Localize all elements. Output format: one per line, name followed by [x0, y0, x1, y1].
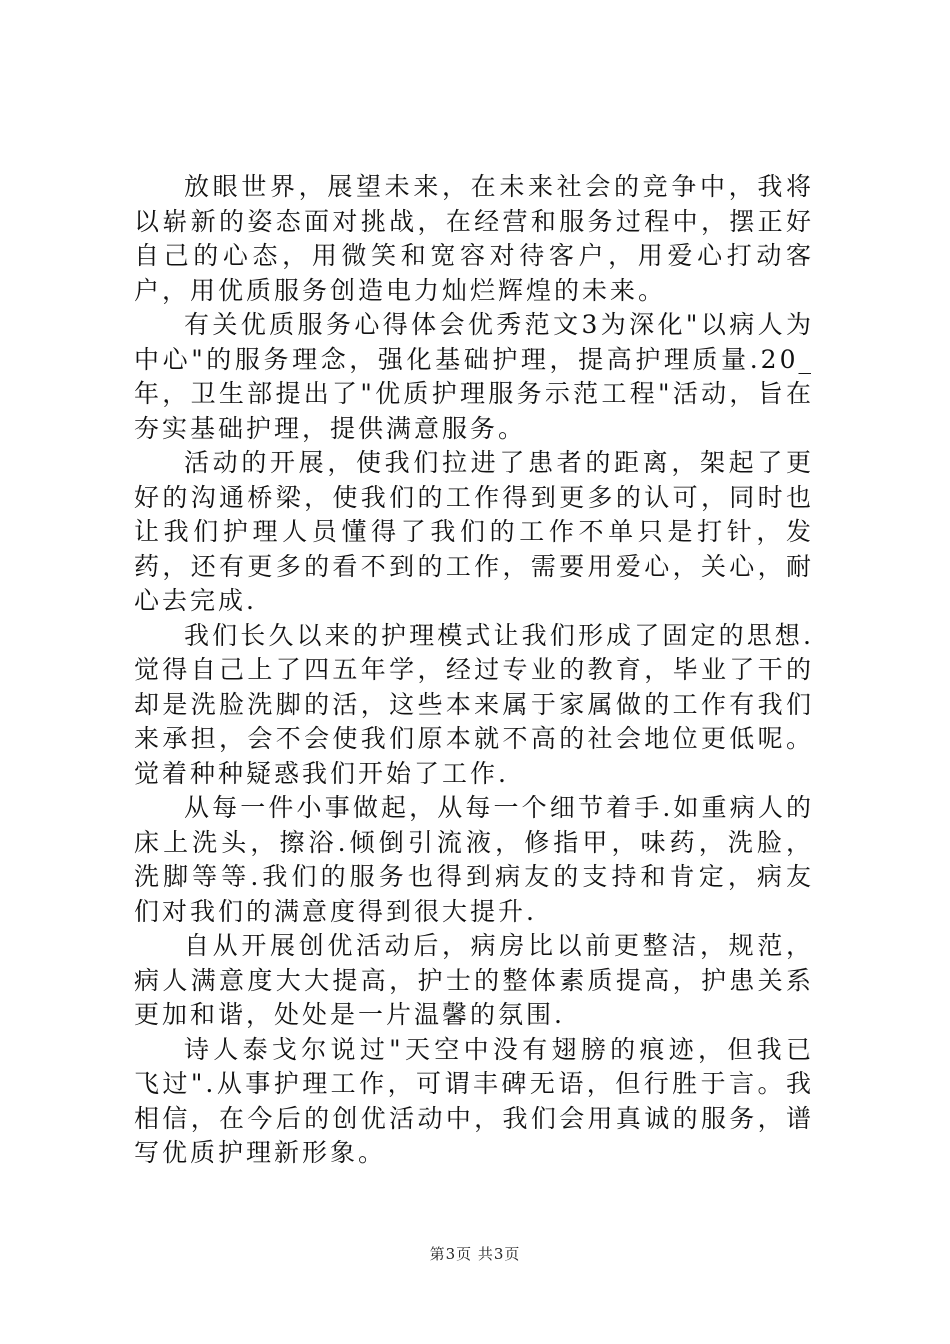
paragraph: 自从开展创优活动后，病房比以前更整洁，规范，病人满意度大大提高，护士的整体素质提高，护患关系更加和谐，处处是一片温馨的氛围.: [134, 931, 814, 1029]
paragraph: 我们长久以来的护理模式让我们形成了固定的思想.觉得自己上了四五年学，经过专业的教育，毕业了干的却是洗脸洗脚的活，这些本来属于家属做的工作有我们来承担，会不会使我们原本就不高的社会地位更低呢。觉着种种疑惑我们开始了工作.: [134, 620, 814, 788]
paragraph: 有关优质服务心得体会优秀范文3为深化"以病人为中心"的服务理念，强化基础护理，提高护理质量.20_年，卫生部提出了"优质护理服务示范工程"活动，旨在夯实基础护理，提供满意服务。: [134, 310, 814, 443]
paragraph: 放眼世界，展望未来，在未来社会的竞争中，我将以崭新的姿态面对挑战，在经营和服务过程中，摆正好自己的心态，用微笑和宽容对待客户，用爱心打动客户，用优质服务创造电力灿烂辉煌的未来。: [134, 172, 814, 305]
document-body: [134, 170, 814, 1171]
paragraph: 从每一件小事做起，从每一个细节着手.如重病人的床上洗头，擦浴.倾倒引流液，修指甲，味药，洗脸，洗脚等等.我们的服务也得到病友的支持和肯定，病友们对我们的满意度得到很大提升.: [134, 793, 814, 926]
page-number-label: 第3页 共3页: [429, 1245, 521, 1263]
paragraph: 活动的开展，使我们拉进了患者的距离，架起了更好的沟通桥梁，使我们的工作得到更多的认可，同时也让我们护理人员懂得了我们的工作不单只是打针，发药，还有更多的看不到的工作，需要用爱心，关心，耐心去完成.: [134, 448, 814, 615]
paragraph: 诗人泰戈尔说过"天空中没有翅膀的痕迹，但我已飞过".从事护理工作，可谓丰碑无语，但行胜于言。我相信，在今后的创优活动中，我们会用真诚的服务，谱写优质护理新形象。: [134, 1034, 814, 1167]
page-footer: [0, 1243, 950, 1264]
